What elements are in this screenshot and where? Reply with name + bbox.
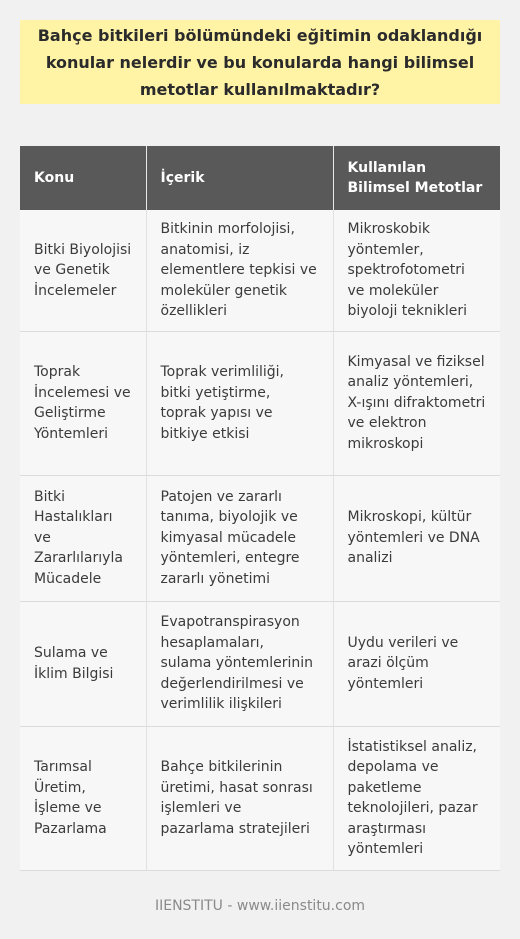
cell-icerik: Evapotranspirasyon hesaplamaları, sulama yöntemlerinin değerlendirilmesi ve verimlilik ilişkileri bbox=[146, 601, 333, 726]
cell-metot: Mikroskopi, kültür yöntemleri ve DNA analizi bbox=[333, 475, 500, 601]
cell-icerik: Toprak verimliliği, bitki yetiştirme, toprak yapısı ve bitkiye etkisi bbox=[146, 331, 333, 475]
cell-metot: Mikroskobik yöntemler, spektrofotometri ve moleküler biyoloji teknikleri bbox=[333, 210, 500, 331]
question-title: Bahçe bitkileri bölümündeki eğitimin odaklandığı konular nelerdir ve bu konularda hangi bilimsel metotlar kullanılmaktadır? bbox=[37, 25, 483, 99]
cell-icerik: Patojen ve zararlı tanıma, biyolojik ve kimyasal mücadele yöntemleri, entegre zararlı yönetimi bbox=[146, 475, 333, 601]
topics-table bbox=[20, 146, 500, 871]
table-row bbox=[20, 210, 500, 331]
cell-konu: Toprak İncelemesi ve Geliştirme Yöntemleri bbox=[20, 331, 146, 475]
header-icerik: İçerik bbox=[146, 146, 333, 210]
cell-metot: İstatistiksel analiz, depolama ve paketleme teknolojileri, pazar araştırması yöntemleri bbox=[333, 726, 500, 870]
cell-metot: Kimyasal ve fiziksel analiz yöntemleri, X-ışını difraktometri ve elektron mikroskopi bbox=[333, 331, 500, 475]
footer-credit: IIENSTITU - www.iienstitu.com bbox=[154, 898, 366, 914]
cell-konu: Bitki Hastalıkları ve Zararlılarıyla Mücadele bbox=[20, 475, 146, 601]
table-row bbox=[20, 726, 500, 870]
cell-konu: Sulama ve İklim Bilgisi bbox=[20, 601, 146, 726]
cell-konu: Tarımsal Üretim, İşleme ve Pazarlama bbox=[20, 726, 146, 870]
cell-metot: Uydu verileri ve arazi ölçüm yöntemleri bbox=[333, 601, 500, 726]
table-header-row bbox=[20, 146, 500, 210]
table-row bbox=[20, 601, 500, 726]
cell-icerik: Bahçe bitkilerinin üretimi, hasat sonrası işlemleri ve pazarlama stratejileri bbox=[146, 726, 333, 870]
cell-icerik: Bitkinin morfolojisi, anatomisi, iz elementlere tepkisi ve moleküler genetik özellikleri bbox=[146, 210, 333, 331]
cell-konu: Bitki Biyolojisi ve Genetik İncelemeler bbox=[20, 210, 146, 331]
table-row bbox=[20, 475, 500, 601]
table-row bbox=[20, 331, 500, 475]
question-banner bbox=[20, 20, 500, 104]
header-metotlar: Kullanılan Bilimsel Metotlar bbox=[333, 146, 500, 210]
header-konu: Konu bbox=[20, 146, 146, 210]
